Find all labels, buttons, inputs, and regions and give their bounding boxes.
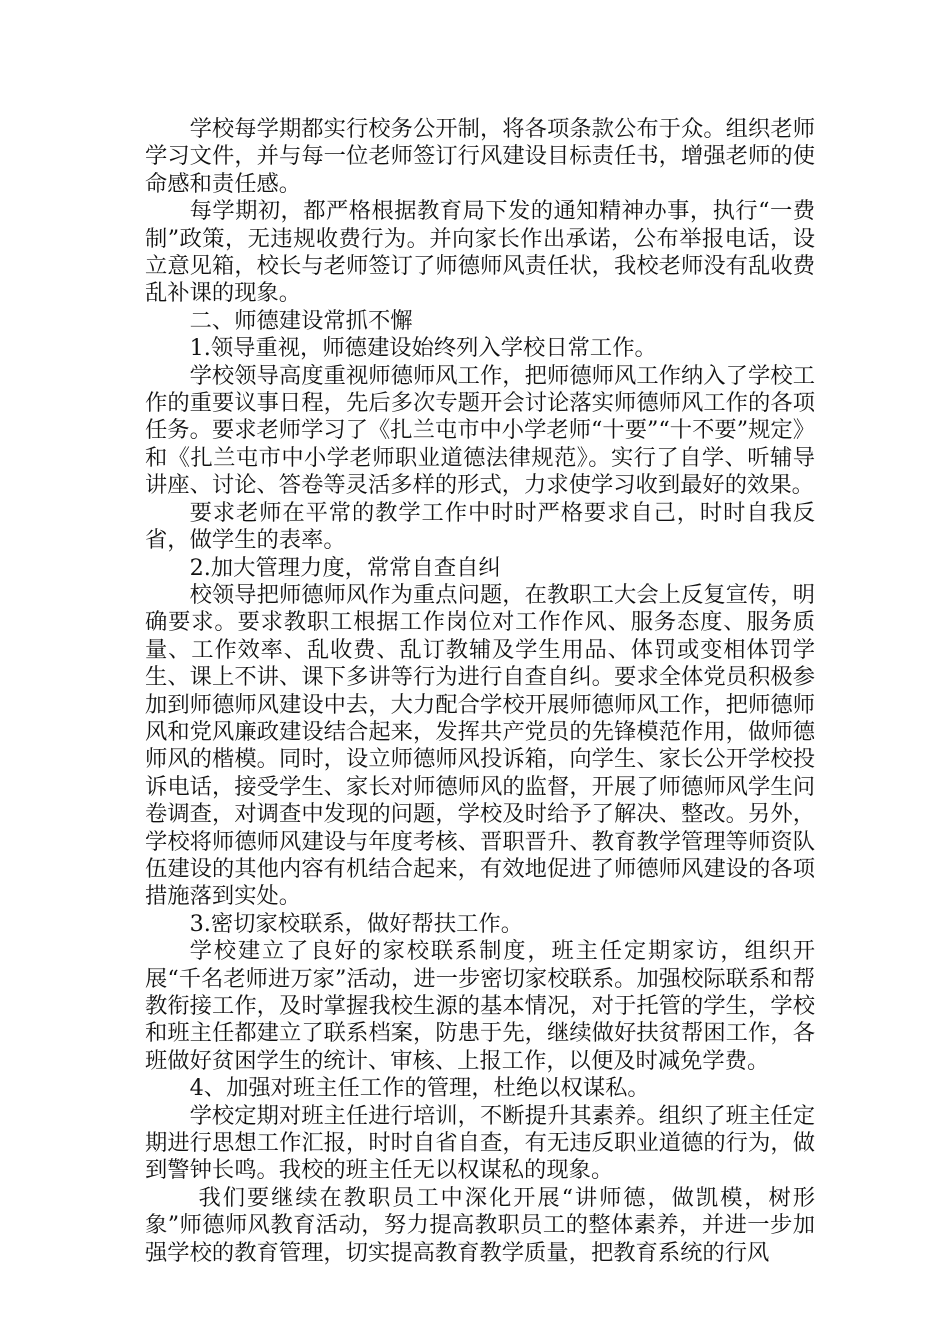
- paragraph-leadership: 学校领导高度重视师德师风工作，把师德师风工作纳入了学校工作的重要议事日程，先后多次专题开会讨论落实师德师风工作的各项任务。要求老师学习了《扎兰屯市中小学老师“十要”“十不要”规定》和《扎兰屯市中小学老师职业道德法律规范》。实行了自学、听辅导讲座、讨论、答卷等灵活多样的形式，力求使学习收到最好的效果。: [145, 362, 815, 499]
- subheading-class-teacher: 4、加强对班主任工作的管理，杜绝以权谋私。: [189, 1075, 650, 1102]
- paragraph-class-teacher: 学校定期对班主任进行培训，不断提升其素养。组织了班主任定期进行思想工作汇报，时时自省自查，有无违反职业道德的行为，做到警钟长鸣。我校的班主任无以权谋私的现象。: [145, 1102, 815, 1184]
- document-page: [145, 116, 815, 1267]
- paragraph-conclusion: 我们要继续在教职员工中深化开展“讲师德，做凯模，树形象”师德师风教育活动，努力提高教职员工的整体素养，并进一步加强学校的教育管理，切实提高教育教学质量，把教育系统的行风: [145, 1184, 815, 1266]
- paragraph-management: 校领导把师德师风作为重点问题，在教职工大会上反复宣传，明确要求。要求教职工根据工作岗位对工作作风、服务态度、服务质量、工作效率、乱收费、乱订教辅及学生用品、体罚或变相体罚学生、课上不讲、课下多讲等行为进行自查自纠。要求全体党员积极参加到师德师风建设中去，大力配合学校开展师德师风工作，把师德师风和党风廉政建设结合起来，发挥共产党员的先锋模范作用，做师德师风的楷模。同时，设立师德师风投诉箱，向学生、家长公开学校投诉电话，接受学生、家长对师德师风的监督，开展了师德师风学生问卷调查，对调查中发现的问题，学校及时给予了解决、整改。另外，学校将师德师风建设与年度考核、晋职晋升、教育教学管理等师资队伍建设的其他内容有机结合起来，有效地促进了师德师风建设的各项措施落到实处。: [145, 581, 815, 910]
- paragraph-self-discipline: 要求老师在平常的教学工作中时时严格要求自己，时时自我反省，做学生的表率。: [145, 499, 815, 554]
- subheading-leadership: 1.领导重视，师德建设始终列入学校日常工作。: [189, 335, 657, 362]
- section-heading-ethics: 二、师德建设常抓不懈: [189, 307, 413, 334]
- subheading-management: 2.加大管理力度，常常自查自纠: [189, 554, 501, 581]
- paragraph-transparency: 学校每学期都实行校务公开制，将各项条款公布于众。组织老师学习文件，并与每一位老师签订行风建设目标责任书，增强老师的使命感和责任感。: [145, 116, 815, 197]
- subheading-home-school: 3.密切家校联系，做好帮扶工作。: [189, 910, 524, 937]
- paragraph-home-school: 学校建立了良好的家校联系制度，班主任定期家访，组织开展“千名老师进万家”活动，进一步密切家校联系。加强校际联系和帮教衔接工作，及时掌握我校生源的基本情况，对于托管的学生，学校和班主任都建立了联系档案，防患于先，继续做好扶贫帮困工作，各班做好贫困学生的统计、审核、上报工作，以便及时减免学费。: [145, 938, 815, 1074]
- paragraph-one-fee-policy: 每学期初，都严格根据教育局下发的通知精神办事，执行“一费制”政策，无违规收费行为。并向家长作出承诺，公布举报电话，设立意见箱，校长与老师签订了师德师风责任状，我校老师没有乱收费乱补课的现象。: [145, 198, 815, 307]
